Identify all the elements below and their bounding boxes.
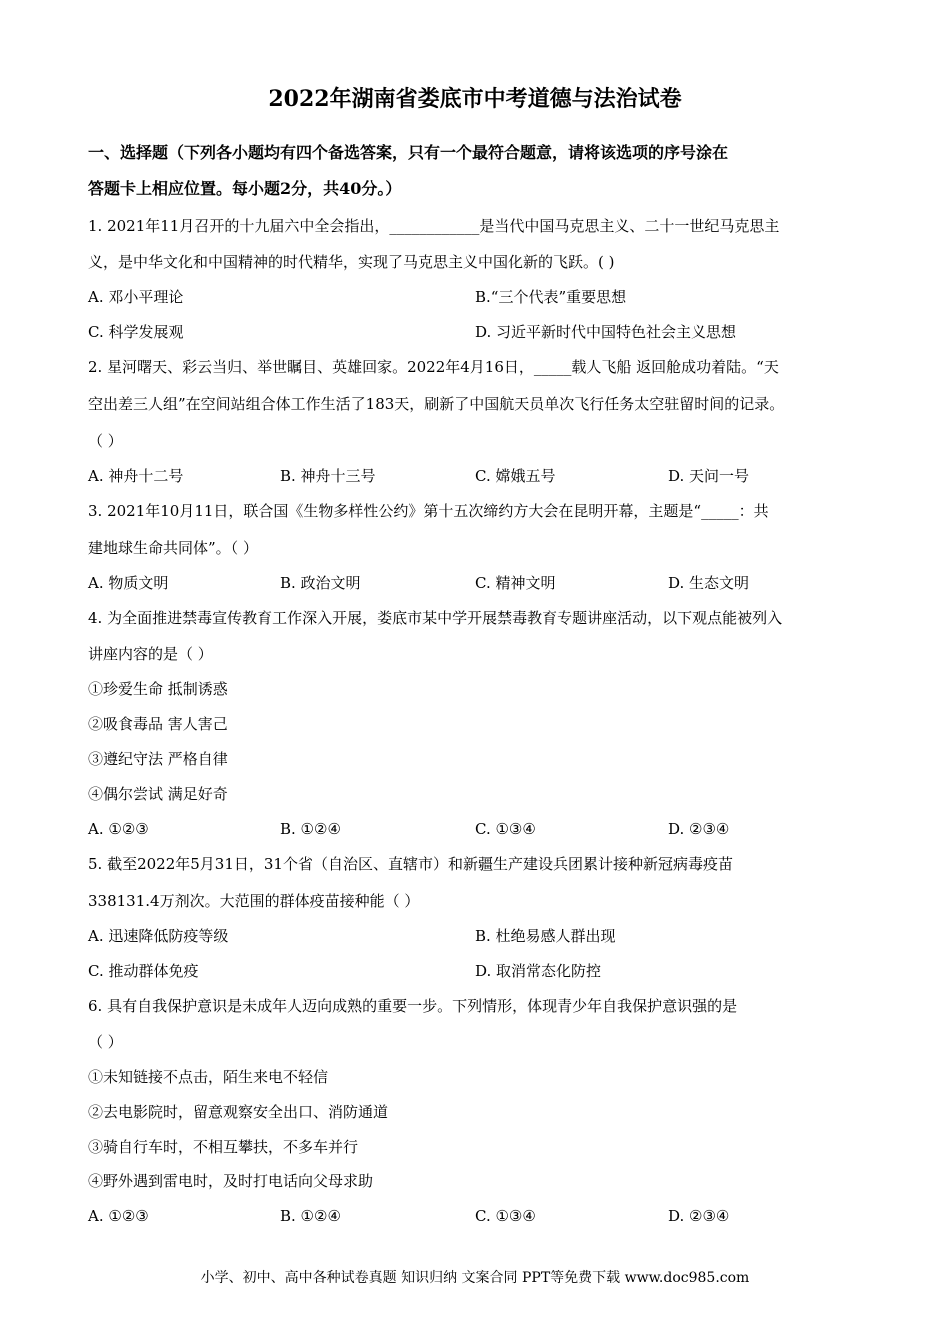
page-footer: 小学、初中、高中各种试卷真题 知识归纳 文案合同 PPT等免费下载 www.doc985.com [200,1270,750,1286]
question-4-item-4: ④偶尔尝试 满足好奇 [88,785,228,803]
question-6-option-a: A. ①②③ [88,1207,149,1225]
question-5-option-b: B. 杜绝易感人群出现 [475,927,616,945]
section-heading: 一、选择题（下列各小题均有四个备选答案，只有一个最符合题意，请将该选项的序号涂在 [88,143,729,162]
question-2-text: 2. 星河曙天、彩云当归、举世瞩目、英雄回家。2022年4月16日，_____载人飞船 返回舱成功着陆。“天 [88,358,779,376]
question-4-item-2: ②吸食毒品 害人害己 [88,715,228,733]
question-6-option-c: C. ①③④ [475,1207,536,1225]
question-6-item-4: ④野外遇到雷电时，及时打电话向父母求助 [88,1172,374,1190]
question-2-text-cont: 空出差三人组”在空间站组合体工作生活了183天，刷新了中国航天员单次飞行任务太空驻留时间的记录。 [88,395,785,413]
section-heading-cont: 答题卡上相应位置。每小题2分，共40分。） [88,179,402,198]
question-6-option-b: B. ①②④ [280,1207,341,1225]
question-4-option-a: A. ①②③ [88,820,149,838]
question-3-option-a: A. 物质文明 [88,574,169,592]
question-6-bracket: （ ） [88,1033,123,1051]
question-2-option-c: C. 嫦娥五号 [475,467,556,485]
question-4-item-3: ③遵纪守法 严格自律 [88,750,228,768]
question-3-text-cont: 建地球生命共同体”。（ ） [88,539,258,557]
question-5-text: 5. 截至2022年5月31日，31个省（自治区、直辖市）和新疆生产建设兵团累计接种新冠病毒疫苗 [88,855,733,873]
question-3-option-d: D. 生态文明 [668,574,750,592]
question-1-option-a: A. 邓小平理论 [88,288,184,306]
question-4-option-b: B. ①②④ [280,820,341,838]
question-3-option-c: C. 精神文明 [475,574,556,592]
question-5-option-d: D. 取消常态化防控 [475,962,602,980]
question-5-option-a: A. 迅速降低防疫等级 [88,927,229,945]
question-1-text-cont: 义，是中华文化和中国精神的时代精华，实现了马克思主义中国化新的飞跃。( ) [88,253,615,271]
question-4-option-d: D. ②③④ [668,820,730,838]
question-2-bracket: （ ） [88,432,123,450]
question-4-item-1: ①珍爱生命 抵制诱惑 [88,680,228,698]
question-6-option-d: D. ②③④ [668,1207,730,1225]
question-2-option-d: D. 天问一号 [668,467,750,485]
question-3-text: 3. 2021年10月11日，联合国《生物多样性公约》第十五次缔约方大会在昆明开幕，主题是“_____：共 [88,502,769,520]
question-4-option-c: C. ①③④ [475,820,536,838]
question-6-text: 6. 具有自我保护意识是未成年人迈向成熟的重要一步。下列情形，体现青少年自我保护意识强的是 [88,997,738,1015]
question-6-item-3: ③骑自行车时，不相互攀扶，不多车并行 [88,1138,359,1156]
question-1-text: 1. 2021年11月召开的十九届六中全会指出，____________是当代中国马克思主义、二十一世纪马克思主 [88,217,780,235]
question-1-option-b: B.“三个代表”重要思想 [475,288,627,306]
question-2-option-a: A. 神舟十二号 [88,467,184,485]
question-1-option-d: D. 习近平新时代中国特色社会主义思想 [475,323,737,341]
question-1-option-c: C. 科学发展观 [88,323,184,341]
question-2-option-b: B. 神舟十三号 [280,467,376,485]
question-3-option-b: B. 政治文明 [280,574,361,592]
question-5-text-cont: 338131.4万剂次。大范围的群体疫苗接种能（ ） [88,892,420,910]
question-4-text: 4. 为全面推进禁毒宣传教育工作深入开展，娄底市某中学开展禁毒教育专题讲座活动，以下观点能被列入 [88,609,783,627]
question-6-item-1: ①未知链接不点击，陌生来电不轻信 [88,1068,329,1086]
page-title: 2022年湖南省娄底市中考道德与法治试卷 [268,86,682,112]
question-6-item-2: ②去电影院时，留意观察安全出口、消防通道 [88,1103,389,1121]
question-4-text-cont: 讲座内容的是（ ） [88,645,213,663]
question-5-option-c: C. 推动群体免疫 [88,962,199,980]
